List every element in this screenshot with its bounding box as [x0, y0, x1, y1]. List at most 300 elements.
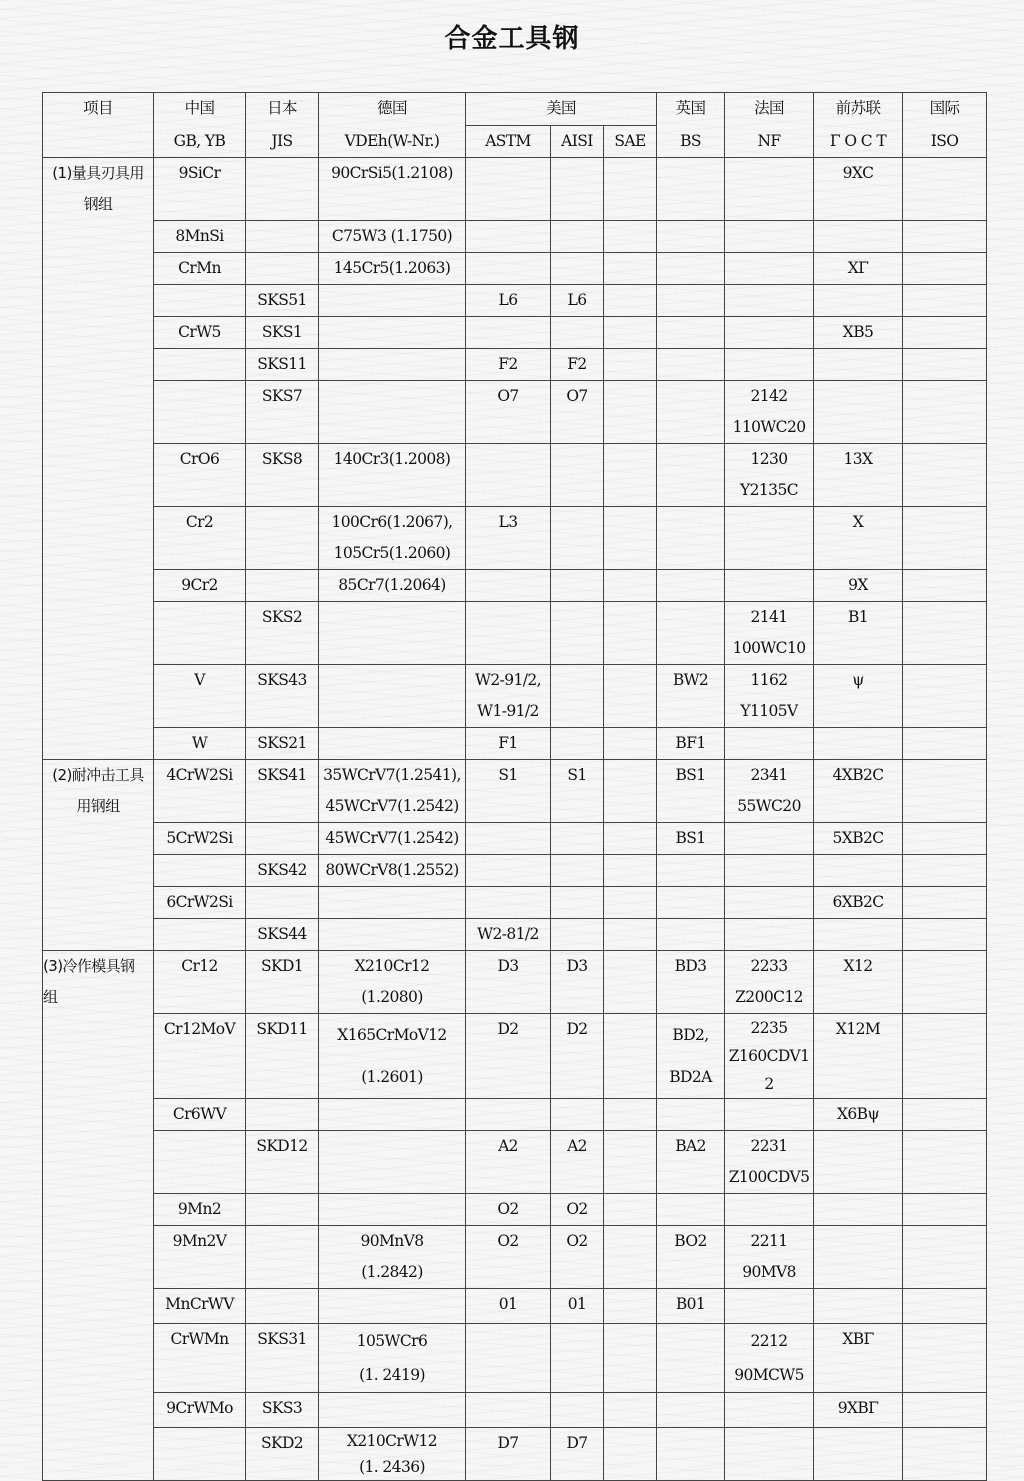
cell-uk-bs [657, 220, 725, 252]
table-row [43, 759, 987, 822]
cell-us-astm [466, 569, 551, 601]
cell-cn-gb [154, 158, 246, 221]
header-std-gb: GB, YB [154, 126, 246, 158]
cell-de-vdeh [319, 316, 466, 348]
cell-text: A2 [567, 1136, 587, 1155]
cell-text: Z100CDV5 [728, 1167, 810, 1186]
table-row [43, 1392, 987, 1427]
cell-jp-jis [246, 1392, 319, 1427]
cell-iso [903, 380, 987, 443]
cell-text: (1. 2419) [359, 1365, 425, 1384]
cell-fr-nf [725, 1130, 814, 1193]
cell-de-vdeh [319, 284, 466, 316]
cell-iso [903, 348, 987, 380]
cell-uk-bs [657, 316, 725, 348]
cell-de-vdeh [319, 1130, 466, 1193]
cell-us-aisi [551, 1013, 604, 1098]
cell-text: (1.2080) [361, 987, 423, 1006]
cell-cn-gb [154, 506, 246, 569]
cell-iso [903, 601, 987, 664]
cell-us-astm [466, 443, 551, 506]
cell-us-sae [604, 284, 657, 316]
cell-us-astm [466, 348, 551, 380]
cell-us-aisi [551, 1323, 604, 1392]
cell-text: D3 [497, 956, 519, 975]
table-row [43, 158, 987, 221]
cell-us-sae [604, 950, 657, 1013]
cell-su-gost [814, 727, 903, 759]
group-cell [43, 1225, 154, 1288]
cell-us-sae [604, 506, 657, 569]
cell-text: BD2A [669, 1067, 712, 1086]
cell-su-gost [814, 284, 903, 316]
cell-us-sae [604, 380, 657, 443]
cell-su-gost [814, 664, 903, 727]
cell-cn-gb [154, 1225, 246, 1288]
cell-text: BA2 [675, 1136, 706, 1155]
cell-su-gost [814, 348, 903, 380]
cell-us-sae [604, 1427, 657, 1480]
cell-cn-gb [154, 854, 246, 886]
cell-us-aisi [551, 1193, 604, 1225]
cell-text: O2 [497, 1199, 519, 1218]
cell-us-sae [604, 854, 657, 886]
cell-su-gost [814, 252, 903, 284]
group-label: (2)耐冲击工具 [52, 765, 144, 784]
cell-text: S1 [567, 765, 587, 784]
cell-de-vdeh [319, 1225, 466, 1288]
cell-de-vdeh [319, 854, 466, 886]
cell-text: BD2, [672, 1025, 709, 1044]
cell-de-vdeh [319, 1288, 466, 1323]
cell-us-astm [466, 886, 551, 918]
cell-fr-nf [725, 443, 814, 506]
cell-text: SKS44 [257, 924, 307, 943]
cell-iso [903, 316, 987, 348]
cell-cn-gb [154, 1323, 246, 1392]
cell-iso [903, 1427, 987, 1480]
cell-text: O2 [497, 1231, 519, 1250]
cell-text: S1 [498, 765, 518, 784]
cell-text: 9Mn2 [177, 1199, 222, 1218]
cell-fr-nf [725, 822, 814, 854]
cell-us-aisi [551, 506, 604, 569]
group-cell [43, 252, 154, 284]
cell-text: D2 [497, 1019, 519, 1038]
cell-text: SKS7 [261, 386, 303, 405]
cell-jp-jis [246, 1427, 319, 1480]
cell-uk-bs [657, 601, 725, 664]
cell-cn-gb [154, 252, 246, 284]
cell-us-astm [466, 1130, 551, 1193]
cell-text: MnCrWV [165, 1294, 234, 1313]
cell-iso [903, 918, 987, 950]
group-cell [43, 220, 154, 252]
cell-de-vdeh [319, 601, 466, 664]
header-china: 中国 [154, 93, 246, 126]
cell-fr-nf [725, 1098, 814, 1130]
cell-uk-bs [657, 1288, 725, 1323]
table-row [43, 380, 987, 443]
cell-text: 2212 [750, 1331, 788, 1350]
cell-fr-nf [725, 220, 814, 252]
cell-us-astm [466, 158, 551, 221]
cell-us-aisi [551, 759, 604, 822]
cell-us-astm [466, 601, 551, 664]
cell-iso [903, 1323, 987, 1392]
cell-uk-bs [657, 759, 725, 822]
cell-us-sae [604, 1392, 657, 1427]
cell-text: XBΓ [842, 1329, 874, 1348]
header-ussr: 前苏联 [814, 93, 903, 126]
cell-jp-jis [246, 1323, 319, 1392]
header-std-iso: ISO [903, 126, 987, 158]
cell-text: 9Cr2 [181, 575, 218, 594]
cell-us-astm [466, 1013, 551, 1098]
cell-iso [903, 1098, 987, 1130]
table-row [43, 1288, 987, 1323]
cell-text: 6XB2C [832, 892, 884, 911]
group-cell [43, 316, 154, 348]
table-row [43, 569, 987, 601]
cell-text: 2141 [750, 607, 788, 626]
cell-text: X12M [835, 1019, 881, 1038]
cell-fr-nf [725, 158, 814, 221]
cell-us-aisi [551, 1225, 604, 1288]
cell-su-gost [814, 506, 903, 569]
cell-text: X210CrW12 [346, 1431, 438, 1450]
cell-iso [903, 1013, 987, 1098]
cell-text: 100WC10 [732, 638, 806, 657]
header-std-gost: Γ О С Т [814, 126, 903, 158]
cell-iso [903, 664, 987, 727]
header-std-nf: NF [725, 126, 814, 158]
cell-text: BD3 [674, 956, 707, 975]
cell-iso [903, 950, 987, 1013]
cell-fr-nf [725, 1323, 814, 1392]
cell-iso [903, 252, 987, 284]
cell-us-aisi [551, 569, 604, 601]
cell-text: 9CrWMo [166, 1398, 233, 1417]
cell-text: SKS8 [261, 449, 303, 468]
cell-de-vdeh [319, 506, 466, 569]
header-uk: 英国 [657, 93, 725, 126]
cell-text: SKS41 [257, 765, 307, 784]
table-row [43, 822, 987, 854]
cell-us-astm [466, 1427, 551, 1480]
cell-uk-bs [657, 1130, 725, 1193]
cell-text: 2233 [750, 956, 788, 975]
cell-iso [903, 1392, 987, 1427]
cell-su-gost [814, 1288, 903, 1323]
table-row [43, 1098, 987, 1130]
cell-text: SKS21 [257, 733, 307, 752]
cell-text: F1 [498, 733, 518, 752]
cell-fr-nf [725, 759, 814, 822]
cell-su-gost [814, 380, 903, 443]
table-row [43, 1193, 987, 1225]
cell-iso [903, 158, 987, 221]
cell-text: 145Cr5(1.2063) [333, 258, 451, 277]
cell-uk-bs [657, 854, 725, 886]
cell-text: SKS2 [261, 607, 303, 626]
table-row [43, 886, 987, 918]
cell-cn-gb [154, 1013, 246, 1098]
page-title: 合金工具钢 [444, 24, 580, 54]
cell-text: SKD12 [256, 1136, 308, 1155]
cell-uk-bs [657, 1013, 725, 1098]
cell-text: Z160CDV1 [728, 1046, 810, 1065]
cell-jp-jis [246, 380, 319, 443]
cell-text: 9Mn2V [172, 1231, 227, 1250]
cell-text: 9XC [842, 164, 874, 182]
cell-text: 2231 [750, 1136, 788, 1155]
cell-jp-jis [246, 854, 319, 886]
group-cell [43, 886, 154, 918]
cell-text: D2 [566, 1019, 588, 1038]
cell-text: 9XBΓ [837, 1398, 879, 1417]
cell-text: SKS51 [257, 290, 307, 309]
table-row [43, 443, 987, 506]
cell-us-aisi [551, 886, 604, 918]
cell-us-sae [604, 886, 657, 918]
cell-fr-nf [725, 1392, 814, 1427]
cell-fr-nf [725, 601, 814, 664]
cell-text: 4CrW2Si [166, 765, 233, 784]
cell-us-astm [466, 316, 551, 348]
cell-text: 140Cr3(1.2008) [333, 449, 451, 468]
cell-uk-bs [657, 1225, 725, 1288]
cell-text: 105WCr6 [356, 1331, 428, 1350]
cell-iso [903, 854, 987, 886]
cell-text: W1-91/2 [477, 701, 539, 720]
cell-fr-nf [725, 1427, 814, 1480]
cell-fr-nf [725, 316, 814, 348]
cell-us-aisi [551, 348, 604, 380]
cell-text: (1.2842) [361, 1262, 423, 1281]
cell-us-astm [466, 252, 551, 284]
cell-su-gost [814, 1130, 903, 1193]
cell-text: CrW5 [178, 322, 221, 341]
cell-cn-gb [154, 284, 246, 316]
cell-text: 85Cr7(1.2064) [338, 575, 446, 594]
cell-text: 4XB2C [832, 765, 884, 784]
cell-su-gost [814, 1013, 903, 1098]
cell-text: L3 [498, 512, 518, 531]
cell-text: Cr2 [185, 512, 214, 531]
cell-uk-bs [657, 886, 725, 918]
cell-us-astm [466, 1098, 551, 1130]
cell-text: 110WC20 [732, 417, 806, 436]
group-cell [43, 822, 154, 854]
cell-de-vdeh [319, 380, 466, 443]
group-label: 组 [43, 987, 58, 1006]
cell-jp-jis [246, 220, 319, 252]
header-std-aisi: AISI [551, 126, 604, 158]
cell-text: 35WCrV7(1.2541), [323, 765, 461, 784]
cell-uk-bs [657, 664, 725, 727]
cell-text: 55WC20 [737, 796, 801, 815]
header-germany: 德国 [319, 93, 466, 126]
group-label: 钢组 [83, 195, 113, 213]
cell-cn-gb [154, 316, 246, 348]
cell-fr-nf [725, 380, 814, 443]
header-row-countries [43, 93, 987, 126]
cell-su-gost [814, 1427, 903, 1480]
cell-jp-jis [246, 601, 319, 664]
cell-us-sae [604, 1013, 657, 1098]
group-cell [43, 1288, 154, 1323]
cell-text: 9SiCr [178, 164, 221, 182]
cell-cn-gb [154, 1098, 246, 1130]
group-cell [43, 569, 154, 601]
cell-cn-gb [154, 1288, 246, 1323]
cell-iso [903, 1193, 987, 1225]
cell-fr-nf [725, 918, 814, 950]
cell-uk-bs [657, 569, 725, 601]
cell-us-sae [604, 601, 657, 664]
cell-cn-gb [154, 950, 246, 1013]
cell-text: 13X [843, 449, 873, 468]
group-cell [43, 1130, 154, 1193]
cell-text: 90MnV8 [360, 1231, 424, 1250]
cell-text: SKS11 [257, 354, 307, 373]
cell-uk-bs [657, 918, 725, 950]
cell-jp-jis [246, 506, 319, 569]
cell-jp-jis [246, 1288, 319, 1323]
cell-uk-bs [657, 1427, 725, 1480]
table-row [43, 252, 987, 284]
cell-iso [903, 1225, 987, 1288]
cell-us-aisi [551, 316, 604, 348]
header-international: 国际 [903, 93, 987, 126]
cell-text: (1.2601) [361, 1067, 423, 1086]
cell-text: O2 [566, 1199, 588, 1218]
cell-us-astm [466, 1392, 551, 1427]
cell-fr-nf [725, 950, 814, 1013]
group-cell [43, 158, 154, 221]
table-row [43, 316, 987, 348]
group-cell [43, 1323, 154, 1392]
cell-us-astm [466, 822, 551, 854]
table-row [43, 918, 987, 950]
cell-iso [903, 759, 987, 822]
cell-text: W2-81/2 [477, 924, 539, 943]
cell-us-aisi [551, 664, 604, 727]
cell-iso [903, 1288, 987, 1323]
cell-su-gost [814, 854, 903, 886]
cell-cn-gb [154, 569, 246, 601]
cell-text: 2142 [750, 386, 788, 405]
cell-us-astm [466, 220, 551, 252]
header-item: 项目 [43, 93, 154, 158]
table-row [43, 1323, 987, 1392]
cell-jp-jis [246, 1098, 319, 1130]
cell-us-aisi [551, 158, 604, 221]
cell-de-vdeh [319, 1427, 466, 1480]
cell-text: (1. 2436) [359, 1457, 425, 1476]
cell-uk-bs [657, 380, 725, 443]
cell-us-sae [604, 918, 657, 950]
cell-text: Z200C12 [735, 987, 803, 1006]
group-cell [43, 443, 154, 506]
cell-us-sae [604, 1130, 657, 1193]
cell-us-astm [466, 950, 551, 1013]
cell-us-astm [466, 1225, 551, 1288]
group-cell [43, 1098, 154, 1130]
cell-de-vdeh [319, 886, 466, 918]
cell-text: O7 [497, 386, 519, 405]
cell-us-sae [604, 1098, 657, 1130]
cell-iso [903, 727, 987, 759]
cell-text: Cr12 [181, 956, 218, 975]
cell-text: L6 [567, 290, 587, 309]
cell-us-sae [604, 348, 657, 380]
cell-de-vdeh [319, 158, 466, 221]
cell-text: 5CrW2Si [166, 828, 233, 847]
cell-fr-nf [725, 854, 814, 886]
cell-jp-jis [246, 569, 319, 601]
cell-text: 80WCrV8(1.2552) [325, 860, 459, 879]
cell-us-astm [466, 759, 551, 822]
cell-jp-jis [246, 664, 319, 727]
cell-us-aisi [551, 1130, 604, 1193]
cell-text: XB5 [842, 322, 874, 341]
cell-iso [903, 1130, 987, 1193]
cell-us-astm [466, 1288, 551, 1323]
cell-uk-bs [657, 506, 725, 569]
cell-text: X6Bψ [836, 1104, 880, 1123]
cell-uk-bs [657, 1323, 725, 1392]
cell-su-gost [814, 601, 903, 664]
cell-de-vdeh [319, 759, 466, 822]
cell-iso [903, 506, 987, 569]
cell-uk-bs [657, 1098, 725, 1130]
cell-cn-gb [154, 1392, 246, 1427]
cell-text: BW2 [672, 670, 709, 689]
cell-uk-bs [657, 1392, 725, 1427]
cell-text: CrO6 [179, 449, 220, 468]
table-row [43, 1225, 987, 1288]
cell-text: O7 [566, 386, 588, 405]
cell-text: 6CrW2Si [166, 892, 233, 911]
cell-us-astm [466, 1323, 551, 1392]
cell-de-vdeh [319, 918, 466, 950]
cell-text: 90MV8 [742, 1262, 796, 1281]
cell-su-gost [814, 158, 903, 221]
group-label: 用钢组 [76, 796, 120, 815]
cell-jp-jis [246, 1013, 319, 1098]
cell-cn-gb [154, 759, 246, 822]
cell-iso [903, 284, 987, 316]
cell-fr-nf [725, 1013, 814, 1098]
cell-uk-bs [657, 1193, 725, 1225]
cell-su-gost [814, 316, 903, 348]
cell-cn-gb [154, 1193, 246, 1225]
table-row [43, 348, 987, 380]
cell-iso [903, 220, 987, 252]
cell-de-vdeh [319, 443, 466, 506]
header-japan: 日本 [246, 93, 319, 126]
cell-text: 45WCrV7(1.2542) [325, 828, 459, 847]
cell-text: Y1105V [740, 701, 798, 720]
cell-text: W2-91/2, [475, 670, 541, 689]
group-cell [43, 1392, 154, 1427]
cell-uk-bs [657, 252, 725, 284]
table-row [43, 1427, 987, 1480]
cell-cn-gb [154, 1427, 246, 1480]
cell-us-sae [604, 1288, 657, 1323]
